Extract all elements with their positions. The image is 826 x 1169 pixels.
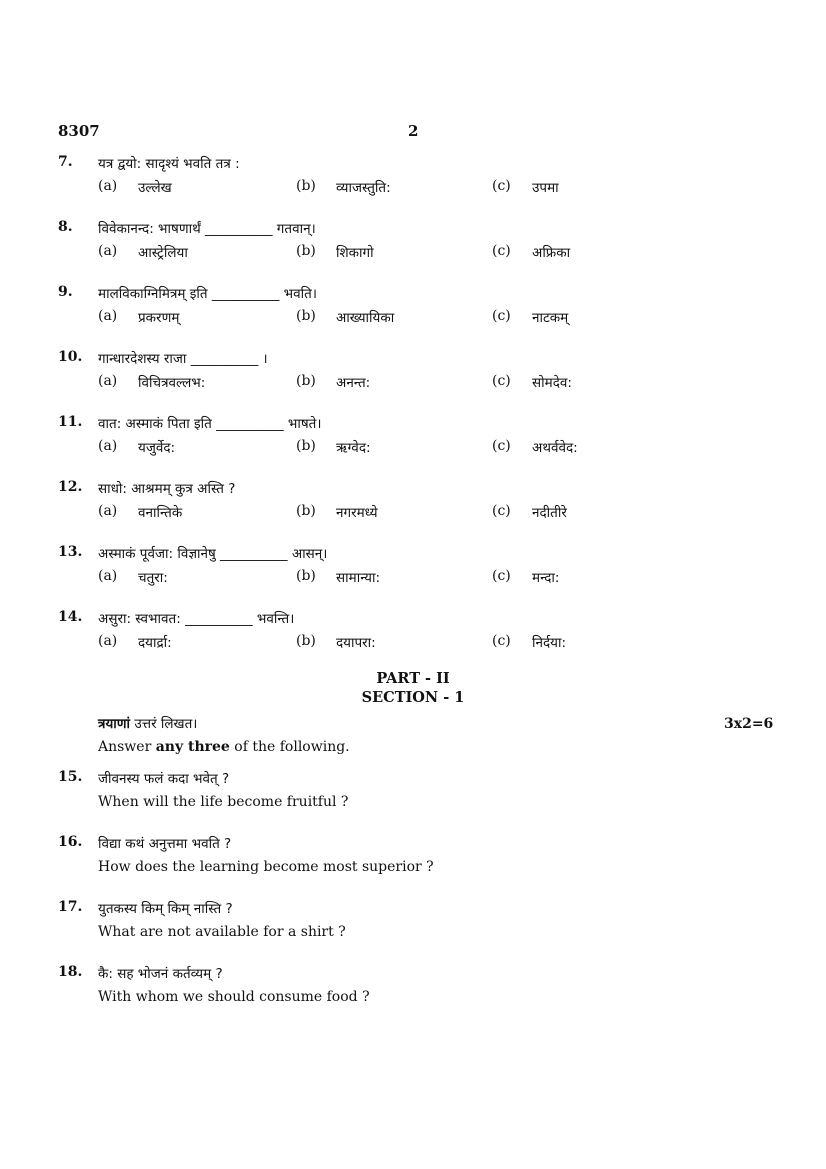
question-number: 10. bbox=[58, 349, 83, 365]
option-label: (a) bbox=[98, 243, 118, 259]
question-number: 8. bbox=[58, 219, 73, 235]
instruction-en-bold: any three bbox=[155, 739, 230, 755]
part-title: PART - II bbox=[376, 670, 450, 687]
instruction-en-post: of the following. bbox=[229, 739, 350, 755]
option-label: (a) bbox=[98, 373, 118, 389]
option-text: दयापरा: bbox=[336, 635, 376, 651]
instruction-hindi-bold: त्रयाणां bbox=[98, 716, 131, 732]
question-number: 15. bbox=[58, 769, 83, 785]
question-stem: साधो: आश्रमम् कुत्र अस्ति ? bbox=[98, 481, 236, 497]
option-text: मन्दा: bbox=[532, 570, 560, 586]
option-label: (b) bbox=[296, 438, 316, 454]
question-number: 7. bbox=[58, 154, 73, 170]
option-text: शिकागो bbox=[336, 245, 374, 261]
question-stem: मालविकाग्निमित्रम् इति __________ भवति। bbox=[98, 286, 317, 302]
question-stem: गान्धारदेशस्य राजा __________ । bbox=[98, 351, 268, 367]
option-label: (c) bbox=[492, 633, 511, 649]
option-label: (b) bbox=[296, 178, 316, 194]
option-label: (c) bbox=[492, 243, 511, 259]
option-text: ऋग्वेद: bbox=[336, 440, 371, 456]
option-label: (b) bbox=[296, 503, 316, 519]
option-text: नदीतीरे bbox=[532, 505, 567, 521]
option-text: उपमा bbox=[532, 180, 559, 196]
option-label: (a) bbox=[98, 178, 118, 194]
option-label: (c) bbox=[492, 438, 511, 454]
option-text: प्रकरणम् bbox=[138, 310, 180, 326]
section-title: SECTION - 1 bbox=[361, 689, 465, 706]
question-english: When will the life become fruitful ? bbox=[98, 794, 349, 810]
question-number: 12. bbox=[58, 479, 83, 495]
question-english: How does the learning become most superior ? bbox=[98, 859, 434, 875]
option-label: (a) bbox=[98, 503, 118, 519]
page-number: 2 bbox=[408, 122, 419, 140]
option-text: आख्यायिका bbox=[336, 310, 395, 326]
option-label: (c) bbox=[492, 308, 511, 324]
instruction-hindi bbox=[98, 714, 197, 732]
option-label: (a) bbox=[98, 438, 118, 454]
instruction-english bbox=[98, 739, 350, 755]
question-stem: विवेकानन्द: भाषणार्थं __________ गतवान्। bbox=[98, 221, 316, 237]
question-hindi: कै: सह भोजनं कर्तव्यम् ? bbox=[98, 966, 223, 982]
question-number: 18. bbox=[58, 964, 83, 980]
option-text: वनान्तिके bbox=[138, 505, 183, 521]
option-text: निर्दया: bbox=[532, 635, 567, 651]
option-label: (a) bbox=[98, 308, 118, 324]
option-label: (a) bbox=[98, 633, 118, 649]
question-number: 14. bbox=[58, 609, 83, 625]
option-text: नाटकम् bbox=[532, 310, 569, 326]
option-label: (b) bbox=[296, 373, 316, 389]
option-text: चतुरा: bbox=[138, 570, 168, 586]
question-number: 17. bbox=[58, 899, 83, 915]
option-text: यजुर्वेद: bbox=[138, 440, 176, 456]
option-text: अफ्रिका bbox=[532, 245, 571, 261]
option-text: नगरमध्ये bbox=[336, 505, 378, 521]
question-english: What are not available for a shirt ? bbox=[98, 924, 346, 940]
question-stem: यत्र द्वयो: सादृश्यं भवति तत्र : bbox=[98, 156, 240, 172]
question-number: 9. bbox=[58, 284, 73, 300]
option-text: अनन्त: bbox=[336, 375, 371, 391]
option-label: (b) bbox=[296, 243, 316, 259]
question-stem: अस्माकं पूर्वजा: विज्ञानेषु __________ आसन्। bbox=[98, 546, 328, 562]
question-hindi: युतकस्य किम् किम् नास्ति ? bbox=[98, 901, 233, 917]
option-label: (c) bbox=[492, 373, 511, 389]
paper-code: 8307 bbox=[58, 122, 100, 140]
option-label: (c) bbox=[492, 178, 511, 194]
question-number: 16. bbox=[58, 834, 83, 850]
option-text: दयार्द्रा: bbox=[138, 635, 172, 651]
option-text: आस्ट्रेलिया bbox=[138, 245, 188, 261]
option-label: (b) bbox=[296, 633, 316, 649]
option-text: व्याजस्तुति: bbox=[336, 180, 391, 196]
option-label: (a) bbox=[98, 568, 118, 584]
option-label: (b) bbox=[296, 568, 316, 584]
option-label: (b) bbox=[296, 308, 316, 324]
option-text: सामान्या: bbox=[336, 570, 381, 586]
marks-allocation: 3x2=6 bbox=[724, 716, 774, 732]
instruction-en-pre: Answer bbox=[98, 739, 156, 755]
question-number: 13. bbox=[58, 544, 83, 560]
question-stem: वात: अस्माकं पिता इति __________ भाषते। bbox=[98, 416, 322, 432]
question-number: 11. bbox=[58, 414, 83, 430]
question-hindi: विद्या कथं अनुत्तमा भवति ? bbox=[98, 836, 232, 852]
instruction-hindi-rest: उत्तरं लिखत। bbox=[130, 716, 198, 732]
option-text: उल्लेख bbox=[138, 180, 172, 196]
option-text: विचित्रवल्लभ: bbox=[138, 375, 206, 391]
question-stem: असुरा: स्वभावत: __________ भवन्ति। bbox=[98, 611, 295, 627]
option-label: (c) bbox=[492, 503, 511, 519]
question-hindi: जीवनस्य फलं कदा भवेत् ? bbox=[98, 771, 230, 787]
option-label: (c) bbox=[492, 568, 511, 584]
option-text: सोमदेव: bbox=[532, 375, 572, 391]
question-english: With whom we should consume food ? bbox=[98, 989, 370, 1005]
option-text: अथर्ववेद: bbox=[532, 440, 578, 456]
